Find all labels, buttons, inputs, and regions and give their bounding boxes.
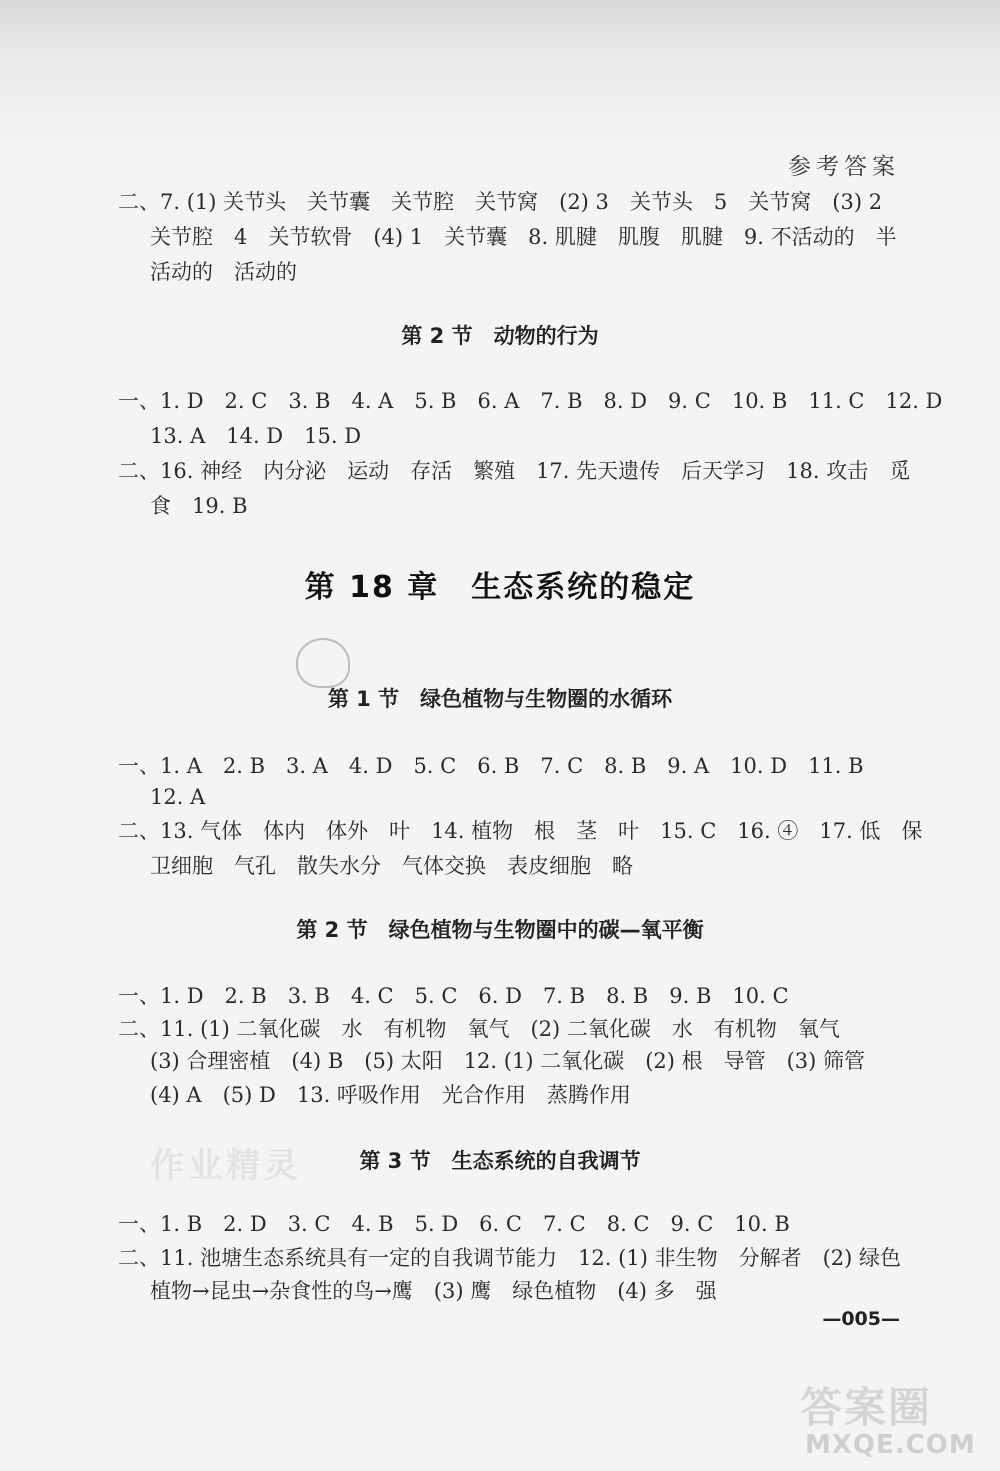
answer-line: 12. A — [150, 785, 206, 809]
answer-line: 卫细胞 气孔 散失水分 气体交换 表皮细胞 略 — [150, 854, 633, 878]
stamp-icon — [296, 638, 350, 688]
answer-line: 一、1. A 2. B 3. A 4. D 5. C 6. B 7. C 8. B 9. A 10. D 11. B — [118, 754, 864, 778]
section-title: 第 1 节 绿色植物与生物圈的水循环 — [327, 687, 673, 711]
answer-line: 关节腔 4 关节软骨 (4) 1 关节囊 8. 肌腱 肌腹 肌腱 9. 不活动的 半 — [150, 225, 897, 249]
answer-line: 食 19. B — [150, 494, 248, 518]
watermark-url: MXQE.COM — [805, 1430, 976, 1460]
answer-line: 二、7. (1) 关节头 关节囊 关节腔 关节窝 (2) 3 关节头 5 关节窝 (3) 2 — [118, 190, 883, 214]
scan-shadow — [0, 0, 1000, 140]
watermark-logo: 答案圈 — [800, 1383, 933, 1432]
section-title: 第 2 节 绿色植物与生物圈中的碳—氧平衡 — [296, 918, 704, 942]
answer-line: 一、1. D 2. C 3. B 4. A 5. B 6. A 7. B 8. D 9. C 10. B 11. C 12. D — [118, 389, 943, 413]
answer-line: 二、11. 池塘生态系统具有一定的自我调节能力 12. (1) 非生物 分解者 (2) 绿色 — [118, 1246, 901, 1270]
answer-line: (4) A (5) D 13. 呼吸作用 光合作用 蒸腾作用 — [150, 1083, 631, 1107]
answer-line: (3) 合理密植 (4) B (5) 太阳 12. (1) 二氧化碳 (2) 根 导管 (3) 筛管 — [150, 1049, 866, 1073]
faint-watermark: 作业精灵 — [150, 1146, 302, 1186]
answer-line: 一、1. B 2. D 3. C 4. B 5. D 6. C 7. C 8. C 9. C 10. B — [118, 1212, 790, 1236]
page-number: —005— — [822, 1308, 900, 1330]
section-title: 第 2 节 动物的行为 — [401, 324, 599, 348]
section-title: 第 3 节 生态系统的自我调节 — [359, 1149, 641, 1173]
answer-line: 二、11. (1) 二氧化碳 水 有机物 氧气 (2) 二氧化碳 水 有机物 氧气 — [118, 1017, 840, 1041]
chapter-title: 第 18 章 生态系统的稳定 — [304, 570, 696, 605]
answer-line: 二、16. 神经 内分泌 运动 存活 繁殖 17. 先天遗传 后天学习 18. 攻击 觅 — [118, 459, 911, 483]
answer-line: 活动的 活动的 — [150, 260, 297, 284]
answer-line: 植物→昆虫→杂食性的鸟→鹰 (3) 鹰 绿色植物 (4) 多 强 — [150, 1279, 717, 1303]
answer-line: 一、1. D 2. B 3. B 4. C 5. C 6. D 7. B 8. B 9. B 10. C — [118, 984, 789, 1008]
running-header: 参考答案 — [788, 154, 900, 180]
answer-line: 二、13. 气体 体内 体外 叶 14. 植物 根 茎 叶 15. C 16. ④ 17. 低 保 — [118, 819, 923, 843]
answer-line: 13. A 14. D 15. D — [150, 424, 362, 448]
